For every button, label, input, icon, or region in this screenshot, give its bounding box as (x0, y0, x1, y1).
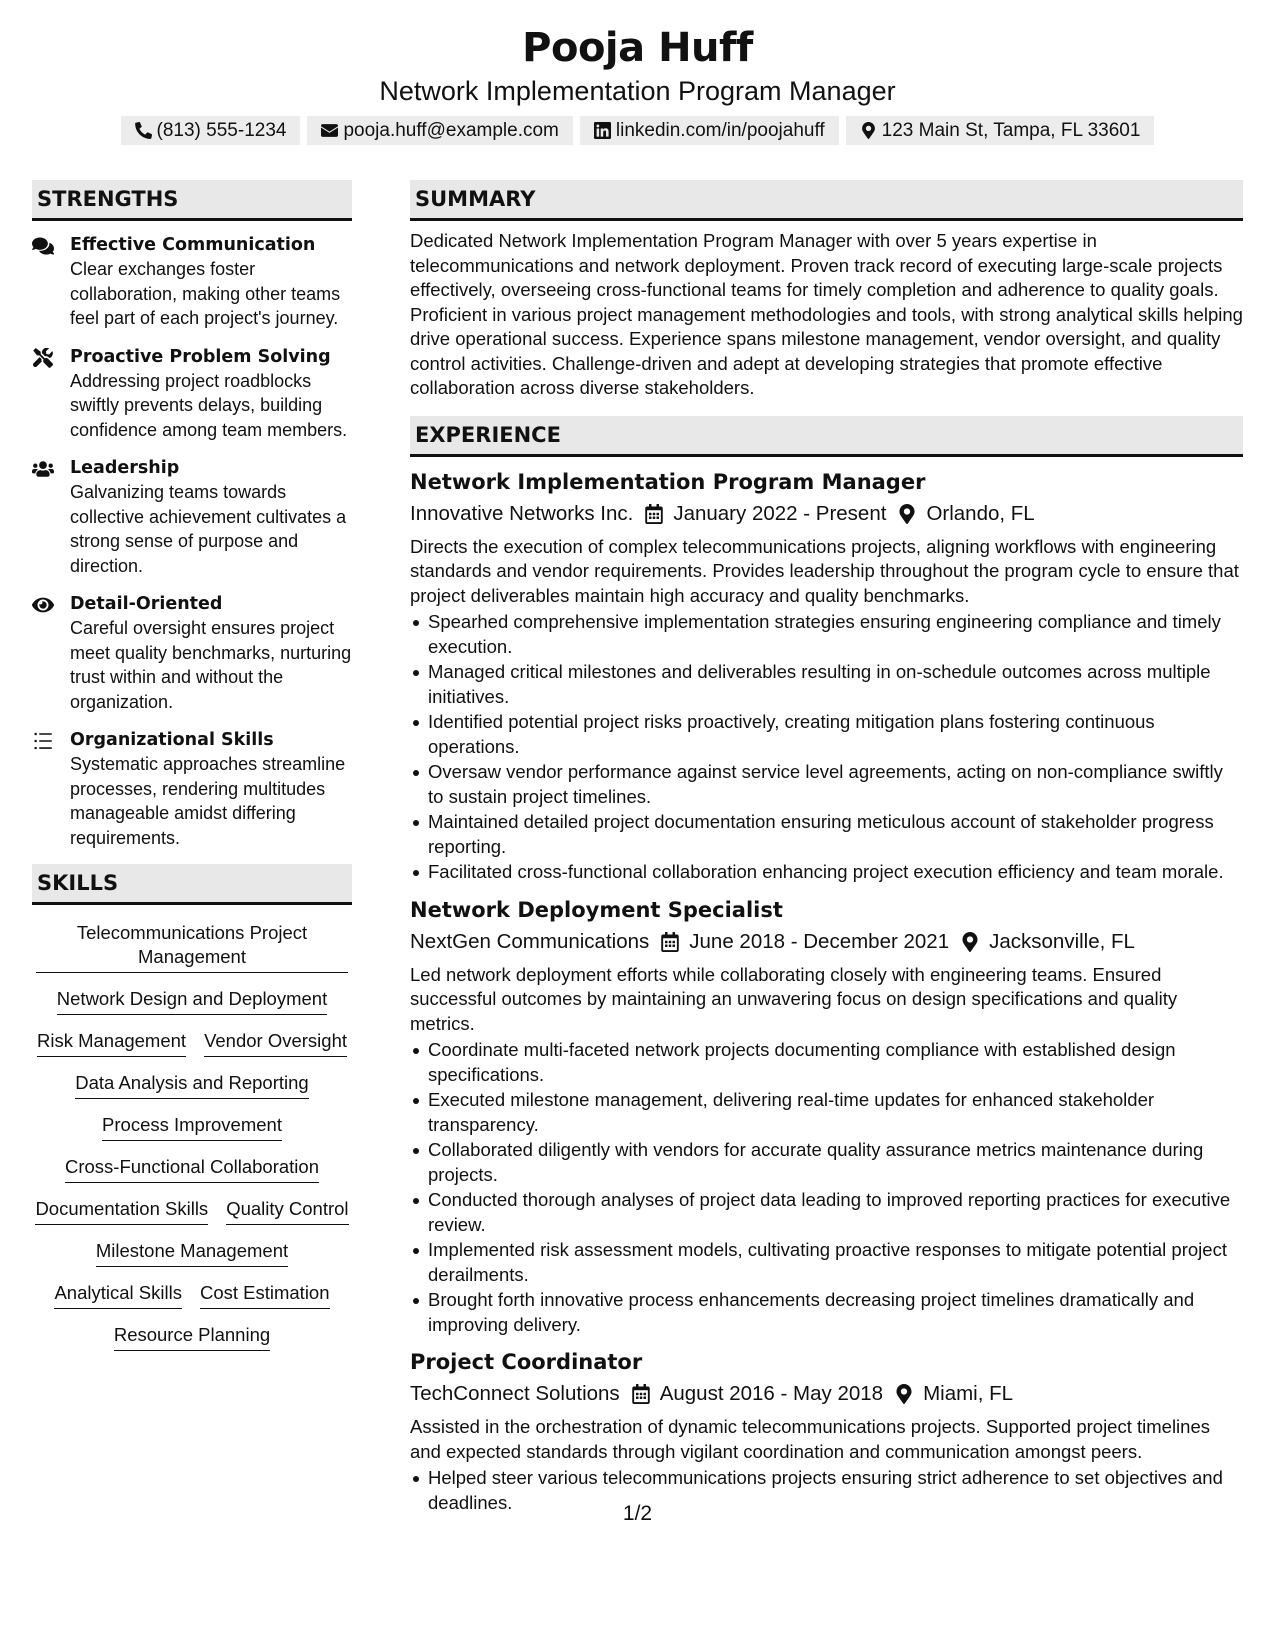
strength-desc: Galvanizing teams towards collective achievement cultivates a strong sense of purpose and direction. (70, 482, 347, 576)
summary-heading: SUMMARY (410, 180, 1243, 221)
job-title: Project Coordinator (410, 1350, 643, 1374)
bullet-item: Spearhed comprehensive implementation strategies ensuring engineering compliance and timely execution. (410, 610, 1243, 659)
address-text: 123 Main St, Tampa, FL 33601 (881, 119, 1141, 141)
job-bullets (410, 1038, 1243, 1337)
strength-title: Effective Communication (70, 235, 316, 255)
bullet-item: Conducted thorough analyses of project data leading to improved reporting practices for executive review. (410, 1188, 1243, 1237)
strength-item (32, 456, 352, 578)
strength-title: Organizational Skills (70, 730, 274, 750)
linkedin-icon (594, 122, 611, 139)
strength-title: Proactive Problem Solving (70, 346, 331, 367)
job-dates: January 2022 - Present (673, 501, 887, 525)
job-description: Led network deployment efforts while collaborating closely with engineering teams. Ensured successful outcomes by maintaining an unwavering focus on design specifications and quality metrics. (410, 963, 1178, 1034)
job-location: Jacksonville, FL (989, 929, 1135, 953)
bullet-item: Coordinate multi-faceted network projects documenting compliance with established design specifications. (410, 1038, 1243, 1087)
skill-tag: Milestone Management (96, 1239, 288, 1267)
job-location: Orlando, FL (926, 501, 1035, 525)
bullet-item: Executed milestone management, delivering real-time updates for enhanced stakeholder transparency. (410, 1088, 1243, 1137)
phone-text: (813) 555-1234 (156, 119, 287, 141)
list-icon (32, 731, 54, 751)
job-location: Miami, FL (923, 1382, 1014, 1405)
bullet-item: Helped steer various telecommunications projects ensuring strict adherence to set objectives and deadlines. (410, 1466, 1243, 1515)
job-company: TechConnect Solutions (410, 1382, 620, 1405)
map-marker-icon (895, 1384, 913, 1404)
skill-tag: Analytical Skills (54, 1281, 182, 1309)
users-icon (32, 459, 54, 479)
job-dates: August 2016 - May 2018 (659, 1382, 884, 1405)
skill-tag: Data Analysis and Reporting (75, 1071, 308, 1099)
job-entry (410, 467, 1243, 885)
skill-tag: Cross-Functional Collaboration (65, 1155, 319, 1183)
bullet-item: Brought forth innovative process enhancements decreasing project timelines dramatically and improving delivery. (410, 1288, 1243, 1337)
contact-bar (0, 116, 1275, 145)
skill-tag: Process Improvement (102, 1113, 282, 1141)
strength-title: Detail-Oriented (70, 594, 223, 614)
job-title: Network Implementation Program Manager (410, 469, 926, 494)
job-entry (410, 895, 1243, 1338)
job-company: Innovative Networks Inc. (410, 501, 634, 525)
experience-heading: EXPERIENCE (410, 416, 1243, 457)
job-dates: June 2018 - December 2021 (689, 929, 950, 953)
strengths-heading: STRENGTHS (32, 180, 352, 221)
map-marker-icon (860, 122, 877, 139)
job-title: Network Deployment Specialist (410, 897, 783, 922)
candidate-title: Network Implementation Program Manager (379, 76, 896, 106)
contact-linkedin[interactable] (580, 116, 839, 145)
skill-tag: Vendor Oversight (204, 1029, 347, 1057)
strength-desc: Addressing project roadblocks swiftly prevents delays, building confidence among team members. (70, 370, 348, 440)
strengths-list (32, 233, 352, 850)
phone-icon (135, 122, 152, 139)
left-column (32, 180, 352, 1351)
job-description: Assisted in the orchestration of dynamic telecommunications projects. Supported project timelines and expected standards through vigilant coordination and communication amongst peers. (410, 1416, 1210, 1462)
contact-address (846, 116, 1155, 145)
skill-tag: Documentation Skills (35, 1197, 208, 1225)
calendar-icon (645, 504, 663, 524)
candidate-name: Pooja Huff (522, 25, 753, 71)
skill-tag: Quality Control (226, 1197, 348, 1225)
map-marker-icon (898, 504, 916, 524)
strength-item (32, 592, 352, 714)
job-description: Directs the execution of complex telecommunications projects, aligning workflows with engineering standards and vendor requirements. Provides leadership throughout the program cycle to ensure that project deliverables maintain high accuracy and quality benchmarks. (410, 535, 1239, 606)
skill-tag: Cost Estimation (200, 1281, 330, 1309)
job-entry (410, 1347, 1243, 1515)
resume-header (0, 22, 1275, 145)
strength-title: Leadership (70, 458, 180, 478)
strength-desc: Systematic approaches streamline processes, rendering multitudes manageable amidst differing requirements. (70, 754, 346, 848)
bullet-item: Maintained detailed project documentation ensuring meticulous account of stakeholder progress reporting. (410, 810, 1243, 859)
job-meta (410, 499, 1243, 529)
strength-item (32, 728, 352, 850)
calendar-icon (661, 932, 679, 952)
envelope-icon (321, 122, 338, 139)
job-meta (410, 1379, 1243, 1409)
comments-icon (32, 236, 54, 256)
skills-list (32, 921, 352, 1351)
bullet-item: Implemented risk assessment models, cultivating proactive responses to mitigate potential project derailments. (410, 1238, 1243, 1287)
page-number: 1/2 (622, 1502, 653, 1525)
eye-icon (32, 595, 54, 615)
skill-tag: Telecommunications Project Management (36, 921, 348, 973)
strength-item (32, 345, 352, 443)
job-company: NextGen Communications (410, 929, 650, 953)
job-meta (410, 927, 1243, 957)
skill-tag: Network Design and Deployment (57, 987, 327, 1015)
summary-text: Dedicated Network Implementation Program Manager with over 5 years expertise in telecommunications and network deployment. Proven track record of executing large-scale projects effectively, overseeing cross-functional teams for timely completion and adherence to quality goals. Proficient in various project management methodologies and tools, with strong analytical skills helping drive operational success. Experience spans milestone management, vendor oversight, and quality control activities. Challenge-driven and adept at developing strategies that promote effective collaboration across diverse stakeholders. (410, 230, 1243, 398)
contact-email[interactable] (307, 116, 572, 145)
bullet-item: Oversaw vendor performance against service level agreements, acting on non-compliance swiftly to sustain project timelines. (410, 760, 1243, 809)
map-marker-icon (961, 932, 979, 952)
bullet-item: Identified potential project risks proactively, creating mitigation plans fostering continuous operations. (410, 710, 1243, 759)
skill-tag: Resource Planning (114, 1323, 270, 1351)
skill-tag: Risk Management (37, 1029, 186, 1057)
skills-heading: SKILLS (32, 864, 352, 905)
bullet-item: Facilitated cross-functional collaboration enhancing project execution efficiency and team morale. (410, 860, 1243, 885)
email-text[interactable]: pooja.huff@example.com (343, 119, 559, 141)
bullet-item: Collaborated diligently with vendors for accurate quality assurance metrics maintenance during projects. (410, 1138, 1243, 1187)
strength-desc: Clear exchanges foster collaboration, making other teams feel part of each project's journey. (70, 259, 341, 328)
linkedin-text[interactable]: linkedin.com/in/poojahuff (615, 119, 825, 141)
job-bullets (410, 610, 1243, 885)
calendar-icon (632, 1384, 650, 1404)
bullet-item: Managed critical milestones and deliverables resulting in on-schedule outcomes across multiple initiatives. (410, 660, 1243, 709)
strength-desc: Careful oversight ensures project meet quality benchmarks, nurturing trust within and without the organization. (70, 618, 352, 712)
strength-item (32, 233, 352, 331)
contact-phone (121, 116, 301, 145)
right-column (410, 180, 1243, 1516)
tools-icon (32, 348, 54, 368)
